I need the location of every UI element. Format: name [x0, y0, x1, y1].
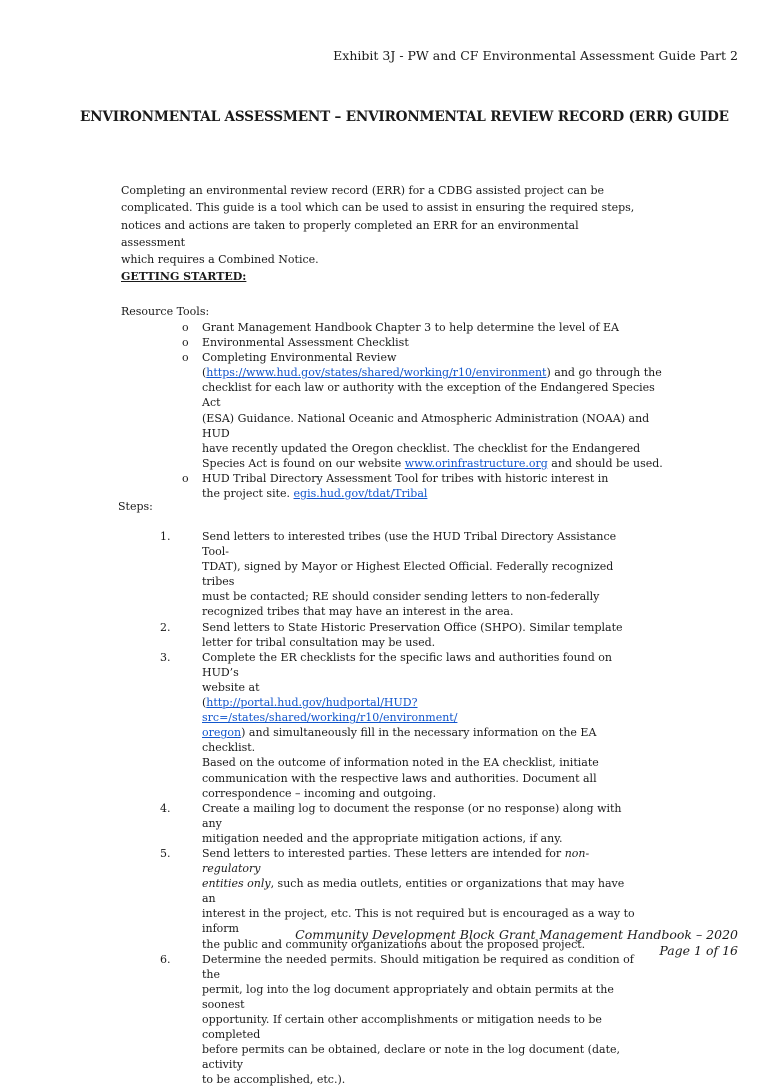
text-run: and should be used. [547, 456, 663, 470]
step-number: 2. [160, 620, 171, 634]
list-item-text: (ESA) Guidance. National Oceanic and Atmospheric Administration (NOAA) and HUD [202, 411, 650, 440]
bullet: o [182, 471, 189, 485]
step-text: mitigation needed and the appropriate mitigation actions, if any. [202, 831, 563, 845]
step-number: 1. [160, 530, 171, 543]
footer-page-number: Page 1 of 16 [659, 943, 738, 958]
list-item [182, 471, 672, 501]
page-footer [295, 927, 738, 959]
step-text: must be contacted; RE should consider sending letters to non-federally [202, 590, 600, 604]
steps-list [150, 529, 640, 1087]
list-item-text: Grant Management Handbook Chapter 3 to help determine the level of EA [202, 321, 619, 334]
intro-line: complicated. This guide is a tool which can be used to assist in ensuring the required steps, [121, 201, 635, 215]
list-item-text [202, 486, 672, 501]
step-item [150, 620, 640, 650]
step-number: 3. [160, 650, 171, 664]
step-text: permit, log into the log document appropriately and obtain permits at the soonest [202, 982, 614, 1011]
step-text: Based on the outcome of information noted in the EA checklist, initiate [202, 756, 599, 770]
list-item-text: Completing Environmental Review [202, 351, 397, 365]
footer-handbook-title: Community Development Block Grant Management Handbook – 2020 [295, 927, 738, 942]
step-item [150, 952, 640, 1087]
list-item [182, 320, 672, 335]
step-item [150, 529, 640, 620]
hud-environment-link[interactable]: https://www.hud.gov/states/shared/working/r10/environment [206, 366, 547, 380]
step-text [202, 725, 640, 755]
step-text: correspondence – incoming and outgoing. [202, 786, 437, 800]
step-text: the public and community organizations about the proposed project. [202, 937, 586, 951]
emphasis-text: non-regulatory [202, 846, 590, 876]
text-run: ) and go through the [546, 366, 662, 380]
step-text: Complete the ER checklists for the specific laws and authorities found on HUD’s [202, 650, 612, 679]
resource-tools-label: Resource Tools: [121, 305, 210, 318]
step-number: 6. [160, 952, 171, 966]
step-text: Send letters to interested tribes (use the HUD Tribal Directory Assistance Tool- [202, 530, 617, 559]
step-text: website at [202, 680, 260, 694]
intro-line: which requires a Combined Notice. [121, 253, 319, 267]
list-item-text: checklist for each law or authority with the exception of the Endangered Species Act [202, 381, 655, 410]
resource-tools-list [182, 320, 672, 501]
steps-label: Steps: [118, 500, 153, 513]
step-text [202, 876, 640, 906]
list-item-text: have recently updated the Oregon checklist. The checklist for the Endangered [202, 441, 641, 455]
step-text: opportunity. If certain other accomplishments or mitigation needs to be completed [202, 1013, 602, 1042]
text-run: ) and simultaneously fill in the necessary information on the EA checklist. [202, 726, 597, 755]
intro-line: Completing an environmental review record (ERR) for a CDBG assisted project can be [121, 184, 605, 197]
step-text: letter for tribal consultation may be used. [202, 635, 436, 649]
step-text: before permits can be obtained, declare or note in the log document (date, activity [202, 1043, 620, 1072]
step-text [202, 846, 640, 876]
hud-portal-link[interactable]: http://portal.hud.gov/hudportal/HUD?src=/states/shared/working/r10/environment/ [202, 696, 458, 725]
intro-line: notices and actions are taken to properly completed an ERR for an environmental assessment [121, 218, 579, 249]
step-text: Create a mailing log to document the response (or no response) along with any [202, 801, 622, 830]
text-run: the project site. [202, 487, 294, 501]
list-item-text: (https://www.hud.gov/states/shared/working/r10/environment) and go through the [202, 366, 662, 380]
getting-started-heading: GETTING STARTED: [121, 270, 247, 283]
step-text: recognized tribes that may have an interest in the area. [202, 605, 514, 619]
step-text: Determine the needed permits. Should mitigation be required as condition of the [202, 952, 634, 981]
intro-paragraph [121, 182, 641, 268]
page-header: Exhibit 3J - PW and CF Environmental Assessment Guide Part 2 [333, 48, 738, 63]
tdat-tribal-link[interactable]: egis.hud.gov/tdat/Tribal [293, 487, 428, 501]
step-number: 4. [160, 801, 171, 815]
step-item [150, 650, 640, 801]
list-item-text: Environmental Assessment Checklist [202, 336, 409, 350]
step-text: to be accomplished, etc.). [202, 1073, 346, 1087]
text-run: Species Act is found on our website [202, 456, 405, 470]
hud-portal-link-continued[interactable]: oregon [202, 726, 242, 740]
step-text: TDAT), signed by Mayor or Highest Elected Official. Federally recognized tribes [202, 560, 614, 589]
list-item [182, 350, 672, 471]
step-text: Send letters to State Historic Preservation Office (SHPO). Similar template [202, 620, 623, 634]
list-item-text: HUD Tribal Directory Assessment Tool for tribes with historic interest in [202, 471, 609, 485]
list-item [182, 335, 672, 350]
list-item-text [202, 456, 672, 471]
page-title: ENVIRONMENTAL ASSESSMENT – ENVIRONMENTAL REVIEW RECORD (ERR) GUIDE [80, 109, 729, 125]
step-text: interest in the project, etc. This is not required but is encouraged as a way to inform [202, 907, 635, 936]
step-text: communication with the respective laws and authorities. Document all [202, 771, 597, 785]
orinfrastructure-link[interactable]: www.orinfrastructure.org [404, 456, 548, 470]
step-number: 5. [160, 846, 171, 860]
bullet: o [182, 336, 189, 350]
bullet: o [182, 351, 189, 365]
step-item [150, 801, 640, 846]
text-run: Send letters to interested parties. These letters are intended for [202, 846, 565, 860]
step-text: (http://portal.hud.gov/hudportal/HUD?src=/states/shared/working/r10/environment/ [202, 696, 458, 725]
bullet: o [182, 321, 189, 334]
text-run: , such as media outlets, entities or organizations that may have an [202, 877, 625, 906]
emphasis-text: entities only [202, 877, 271, 891]
